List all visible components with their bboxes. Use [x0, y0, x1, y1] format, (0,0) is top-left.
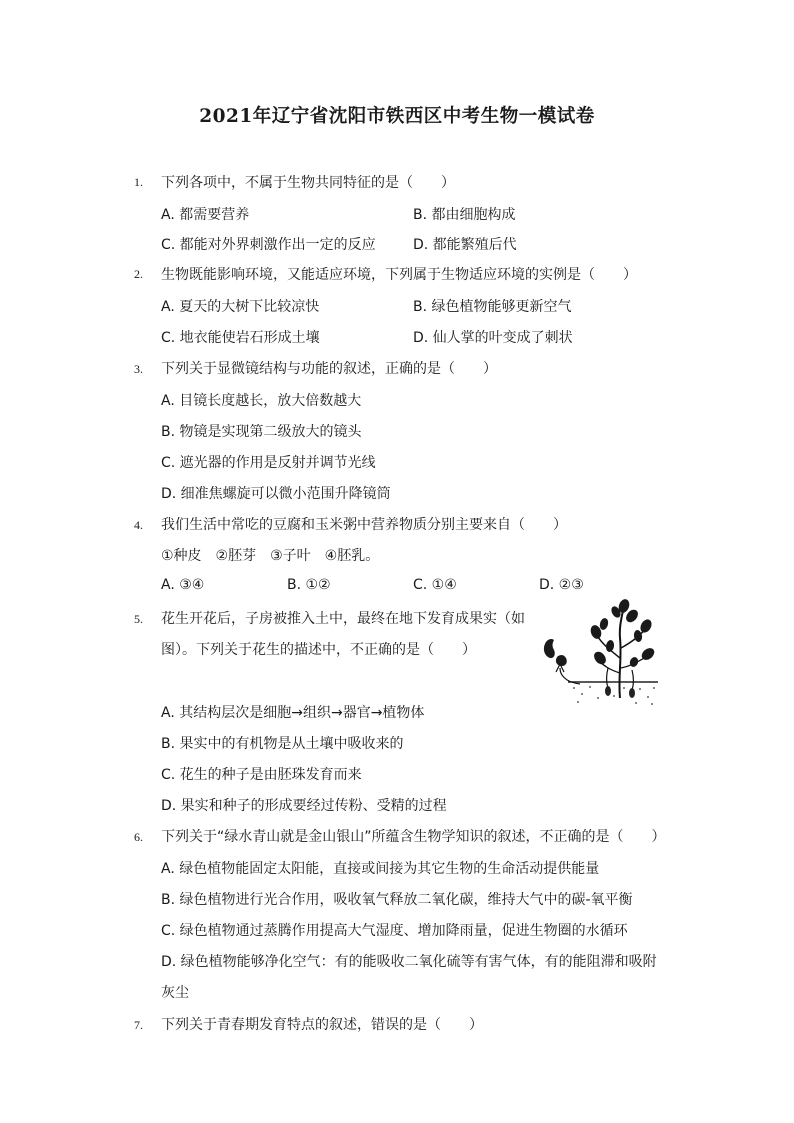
option-c: C. 绿色植物通过蒸腾作用提高大气湿度、增加降雨量，促进生物圈的水循环	[161, 923, 628, 939]
option-d: D. 仙人掌的叶变成了刺状	[413, 330, 573, 346]
option-d: D. ②③	[539, 577, 584, 593]
question-stem: 我们生活中常吃的豆腐和玉米粥中营养物质分别主要来自（ ）	[161, 517, 567, 533]
option-d: D. 果实和种子的形成要经过传粉、受精的过程	[161, 798, 447, 814]
question-number: 2.	[134, 267, 143, 281]
option-d: D. 都能繁殖后代	[413, 237, 517, 253]
option-c: C. 地衣能使岩石形成土壤	[161, 330, 320, 346]
option-d: D. 细准焦螺旋可以微小范围升降镜筒	[161, 486, 391, 502]
option-c: C. 遮光器的作用是反射并调节光线	[161, 455, 376, 471]
option-a: A. 夏天的大树下比较凉快	[161, 299, 320, 315]
option-a: A. 其结构层次是细胞→组织→器官→植物体	[161, 705, 425, 721]
question-stem-line-2: 图）。下列关于花生的描述中，不正确的是（ ）	[161, 642, 476, 658]
option-d: D. 绿色植物能够净化空气：有的能吸收二氧化硫等有害气体，有的能阻滞和吸附	[161, 954, 657, 970]
question-number: 6.	[134, 830, 143, 844]
option-c: C. 都能对外界刺激作出一定的反应	[161, 237, 376, 253]
option-b: B. 绿色植物进行光合作用，吸收氧气释放二氧化碳，维持大气中的碳-氧平衡	[161, 892, 633, 908]
option-b: B. 都由细胞构成	[413, 207, 516, 223]
question-choices-list: ①种皮 ②胚芽 ③子叶 ④胚乳。	[161, 548, 380, 564]
option-b: B. ①②	[287, 577, 331, 593]
question-stem: 下列关于青春期发育特点的叙述，错误的是（ ）	[161, 1017, 483, 1033]
option-b: B. 绿色植物能够更新空气	[413, 299, 572, 315]
question-number: 5.	[134, 612, 143, 626]
question-number: 4.	[134, 518, 143, 532]
option-a: A. 都需要营养	[161, 207, 250, 223]
option-d-continuation: 灰尘	[161, 985, 189, 1001]
question-number: 7.	[134, 1018, 143, 1032]
question-stem: 下列各项中，不属于生物共同特征的是（ ）	[161, 175, 455, 191]
question-stem: 下列关于显微镜结构与功能的叙述，正确的是（ ）	[161, 361, 497, 377]
peanut-plant-figure	[540, 598, 660, 710]
option-b: B. 物镜是实现第二级放大的镜头	[161, 424, 362, 440]
question-stem: 下列关于“绿水青山就是金山银山”所蕴含生物学知识的叙述，不正确的是（ ）	[161, 829, 666, 845]
question-number: 3.	[134, 362, 143, 376]
question-stem: 生物既能影响环境，又能适应环境，下列属于生物适应环境的实例是（ ）	[161, 267, 637, 283]
question-stem-line-1: 花生开花后，子房被推入土中，最终在地下发育成果实（如	[161, 611, 525, 627]
page-title: 2021年辽宁省沈阳市铁西区中考生物一模试卷	[199, 106, 595, 127]
option-c: C. ①④	[413, 577, 457, 593]
option-a: A. 绿色植物能固定太阳能，直接或间接为其它生物的生命活动提供能量	[161, 861, 600, 877]
option-b: B. 果实中的有机物是从土壤中吸收来的	[161, 736, 404, 752]
option-c: C. 花生的种子是由胚珠发育而来	[161, 767, 362, 783]
option-a: A. 目镜长度越长，放大倍数越大	[161, 393, 362, 409]
option-a: A. ③④	[161, 577, 205, 593]
question-number: 1.	[134, 175, 143, 189]
